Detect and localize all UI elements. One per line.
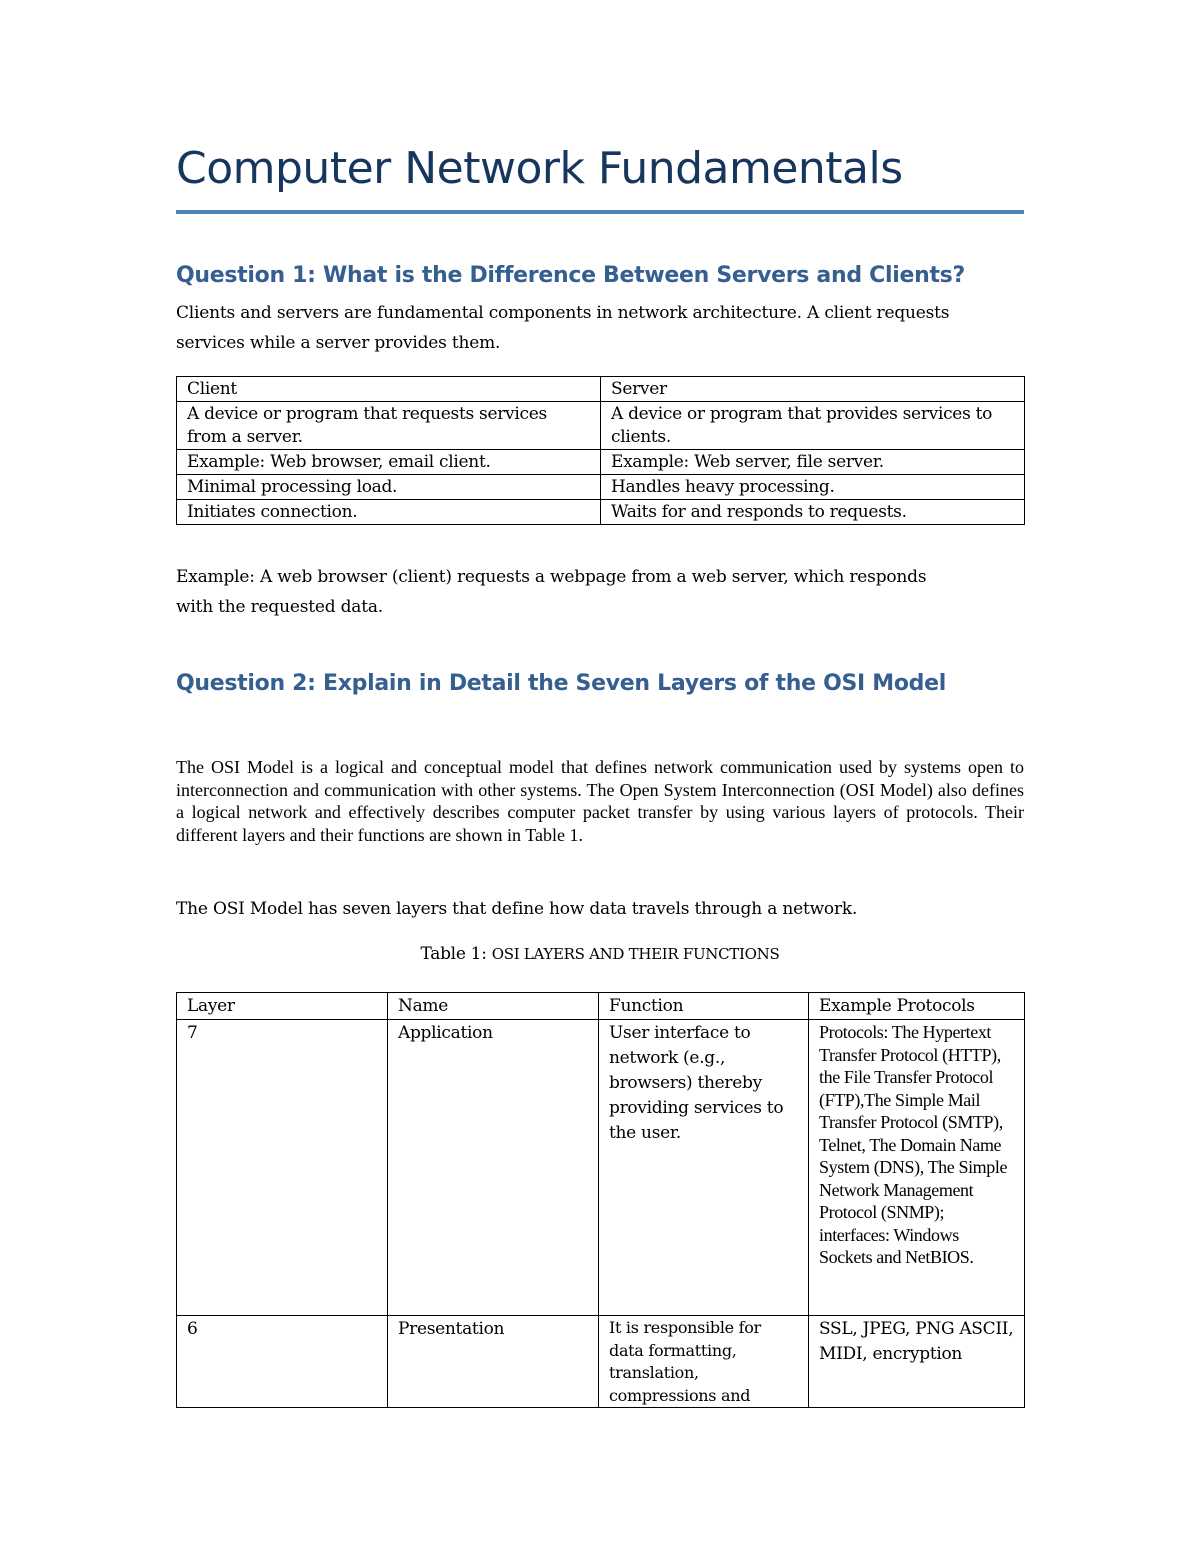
osi-description-paragraph: The OSI Model is a logical and conceptual model that defines network communication used by systems open to interconnection and communication with other systems. The Open System Interconnection (OSI Model) also defines a logical network and effectively describes computer packet transfer by using various layers of protocols. Their different layers and their functions are shown in Table 1. bbox=[176, 757, 1024, 845]
table-cell: A device or program that requests services from a server. bbox=[177, 402, 601, 450]
table-row bbox=[177, 450, 1025, 475]
question-1-intro-line-1: Clients and servers are fundamental components in network architecture. A client requests bbox=[176, 303, 950, 323]
question-2-heading: Question 2: Explain in Detail the Seven Layers of the OSI Model bbox=[176, 671, 946, 696]
layer-name: Presentation bbox=[388, 1316, 599, 1408]
header-example-protocols: Example Protocols bbox=[809, 993, 1025, 1020]
table-caption-title: OSI LAYERS AND THEIR FUNCTIONS bbox=[491, 945, 780, 963]
table-row bbox=[177, 475, 1025, 500]
question-1-intro-line-2: services while a server provides them. bbox=[176, 333, 501, 353]
table-cell: Initiates connection. bbox=[177, 500, 601, 525]
table-cell: A device or program that provides services to clients. bbox=[601, 402, 1025, 450]
osi-layers-table bbox=[176, 992, 1025, 1408]
table-cell: Handles heavy processing. bbox=[601, 475, 1025, 500]
client-server-table bbox=[176, 376, 1025, 525]
table-cell: Waits for and responds to requests. bbox=[601, 500, 1025, 525]
table-cell: Minimal processing load. bbox=[177, 475, 601, 500]
header-server: Server bbox=[601, 377, 1025, 402]
document-title: Computer Network Fundamentals bbox=[176, 143, 903, 194]
table-row bbox=[177, 500, 1025, 525]
layer-number: 7 bbox=[177, 1020, 388, 1316]
header-layer: Layer bbox=[177, 993, 388, 1020]
layer-protocols: SSL, JPEG, PNG ASCII, MIDI, encryption bbox=[809, 1316, 1025, 1408]
osi-layers-summary: The OSI Model has seven layers that define how data travels through a network. bbox=[176, 899, 858, 919]
question-1-intro bbox=[176, 298, 1024, 358]
table-caption-prefix: Table 1: bbox=[420, 944, 492, 964]
header-name: Name bbox=[388, 993, 599, 1020]
header-client: Client bbox=[177, 377, 601, 402]
table-row bbox=[177, 402, 1025, 450]
table-cell: Example: Web server, file server. bbox=[601, 450, 1025, 475]
layer-function: User interface to network (e.g., browsers) thereby providing services to the user. bbox=[599, 1020, 809, 1316]
header-function: Function bbox=[599, 993, 809, 1020]
layer-function: It is responsible for data formatting, translation, compressions and bbox=[599, 1316, 809, 1408]
table-caption bbox=[176, 944, 1024, 964]
table-header-row bbox=[177, 993, 1025, 1020]
table-row bbox=[177, 1020, 1025, 1316]
layer-protocols: Protocols: The Hypertext Transfer Protocol (HTTP), the File Transfer Protocol (FTP),The Simple Mail Transfer Protocol (SMTP), Telnet, The Domain Name System (DNS), The Simple Network Management Protocol (SNMP); interfaces: Windows Sockets and NetBIOS. bbox=[809, 1020, 1025, 1316]
question-1-example-line-2: with the requested data. bbox=[176, 597, 383, 617]
layer-number: 6 bbox=[177, 1316, 388, 1408]
question-1-example-line-1: Example: A web browser (client) requests a webpage from a web server, which responds bbox=[176, 567, 927, 587]
table-cell: Example: Web browser, email client. bbox=[177, 450, 601, 475]
question-1-heading: Question 1: What is the Difference Between Servers and Clients? bbox=[176, 263, 965, 288]
table-row bbox=[177, 1316, 1025, 1408]
title-underline bbox=[176, 210, 1024, 214]
layer-name: Application bbox=[388, 1020, 599, 1316]
question-1-example bbox=[176, 562, 1024, 622]
table-header-row bbox=[177, 377, 1025, 402]
